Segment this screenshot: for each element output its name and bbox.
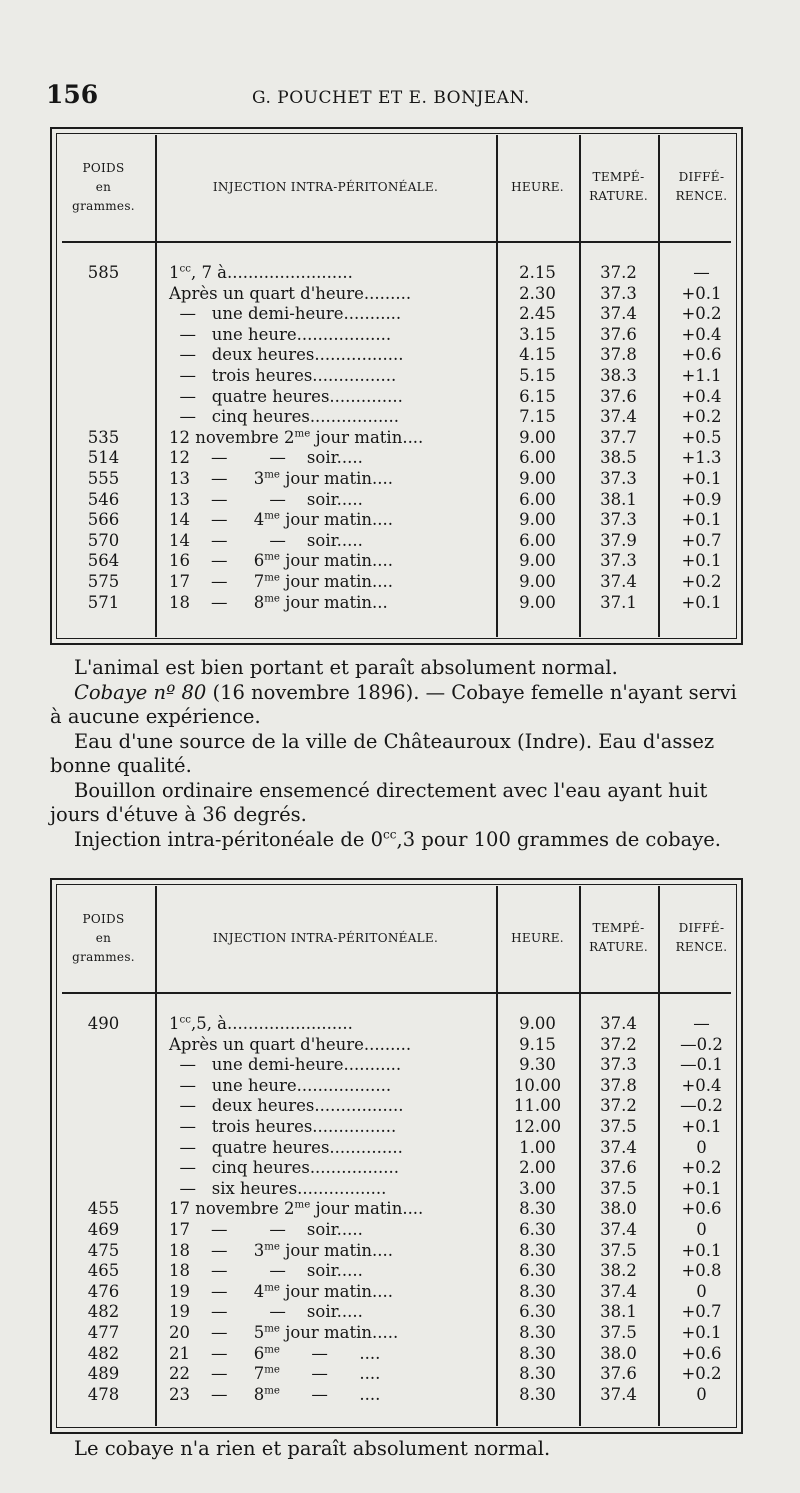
cell-temperature: 37.4 <box>600 1137 637 1157</box>
cell-heure: 9.30 <box>519 1055 556 1075</box>
cell-poids: 555 <box>87 469 120 488</box>
cell-difference: +0.2 <box>681 1158 722 1178</box>
cell-difference: +0.1 <box>681 1240 722 1260</box>
observation-table-2 <box>50 878 743 1434</box>
observation-table-1 <box>50 127 743 645</box>
cell-heure: 6.15 <box>519 386 556 406</box>
cell-temperature: 37.6 <box>600 324 637 344</box>
cell-heure: 10.00 <box>513 1075 562 1095</box>
cell-temperature: 38.5 <box>600 448 637 468</box>
cell-heure: 9.00 <box>519 551 556 571</box>
cell-injection: — deux heures................. <box>169 1096 404 1116</box>
cell-injection: 17 — $7^{me}$ jour matin.... <box>169 572 394 591</box>
cell-heure: 9.00 <box>519 1014 556 1033</box>
cell-injection: 18 — — soir..... <box>169 1261 363 1281</box>
cell-poids: 585 <box>87 263 120 282</box>
cell-poids: 570 <box>87 530 120 550</box>
header-difference: DIFFÉ- RENCE. <box>675 921 728 954</box>
cell-injection: 13 — — soir..... <box>169 489 363 509</box>
cell-injection: — une demi-heure........... <box>169 304 402 324</box>
cell-poids: 482 <box>87 1302 120 1322</box>
cell-heure: 8.30 <box>519 1343 556 1363</box>
header-poids: POIDS en grammes. <box>72 912 135 964</box>
cell-injection: — deux heures................. <box>169 345 404 365</box>
cell-injection: $1^{cc},5$, à........................ <box>169 1014 353 1033</box>
cell-difference: +0.5 <box>681 427 722 447</box>
cell-poids: 477 <box>87 1323 120 1342</box>
page-number: 156 <box>46 80 99 109</box>
cell-poids: 566 <box>87 510 120 530</box>
cell-injection: — une demi-heure........... <box>169 1055 402 1075</box>
cell-temperature: 37.8 <box>600 345 637 365</box>
cell-injection: 18 — $8^{me}$ jour matin... <box>169 592 388 612</box>
cell-injection: 20 — $5^{me}$ jour matin..... <box>169 1323 399 1342</box>
cell-temperature: 38.1 <box>600 1302 637 1322</box>
cell-injection: 14 — — soir..... <box>169 530 363 550</box>
cell-injection: 21 — $6^{me}$ — .... <box>169 1343 381 1363</box>
cell-heure: 5.15 <box>519 366 556 385</box>
cell-heure: 6.00 <box>519 489 556 509</box>
cell-heure: 6.30 <box>519 1302 556 1322</box>
cell-temperature: 37.9 <box>600 530 637 550</box>
cell-poids: 546 <box>87 489 120 509</box>
cell-heure: 9.00 <box>519 510 556 530</box>
running-header: G. POUCHET ET E. BONJEAN. <box>252 88 530 108</box>
cell-temperature: 37.1 <box>600 592 637 612</box>
column-divider <box>155 135 157 637</box>
cell-difference: +0.1 <box>681 1117 722 1136</box>
cell-difference: +0.2 <box>681 572 722 591</box>
cell-difference: +0.1 <box>681 592 722 612</box>
cell-heure: 2.15 <box>519 263 556 282</box>
cell-poids: 571 <box>87 592 120 612</box>
cell-difference: +0.1 <box>681 1178 722 1198</box>
cell-injection: 18 — $3^{me}$ jour matin.... <box>169 1240 394 1260</box>
cell-difference: +0.4 <box>681 1075 722 1095</box>
cell-heure: 2.30 <box>519 283 556 303</box>
cell-difference: +0.2 <box>681 1364 722 1384</box>
cell-temperature: 37.2 <box>600 263 637 282</box>
cell-temperature: 37.2 <box>600 1034 637 1054</box>
cell-temperature: 37.3 <box>600 551 637 571</box>
cell-injection: — une heure.................. <box>169 1075 392 1095</box>
cell-temperature: 37.4 <box>600 407 637 427</box>
header-rule <box>62 992 731 994</box>
cell-injection: — quatre heures.............. <box>169 386 403 406</box>
cell-poids: 564 <box>87 551 120 571</box>
cell-heure: 2.45 <box>519 304 556 324</box>
cell-difference: — <box>693 263 710 282</box>
cell-injection: $1^{cc}$, 7 à........................ <box>169 263 353 282</box>
cell-injection: 19 — $4^{me}$ jour matin.... <box>169 1281 394 1301</box>
cell-injection: — trois heures................ <box>169 1117 397 1136</box>
column-divider <box>155 886 157 1426</box>
cell-temperature: 37.4 <box>600 1281 637 1301</box>
cobaye-number: Cobaye nº 80 <box>74 680 207 704</box>
cell-injection: — une heure.................. <box>169 324 392 344</box>
cell-injection: 17 novembre $2^{me}$ jour matin.... <box>169 1199 424 1219</box>
cell-difference: +0.6 <box>681 1343 722 1363</box>
cell-difference: +1.3 <box>681 448 722 468</box>
text-block <box>50 656 750 852</box>
cell-heure: 9.00 <box>519 427 556 447</box>
header-difference: DIFFÉ- RENCE. <box>675 170 728 203</box>
cell-temperature: 37.5 <box>600 1178 637 1198</box>
paragraph-closing: Le cobaye n'a rien et paraît absolument normal. <box>74 1437 551 1460</box>
cell-difference: +0.7 <box>681 1302 722 1322</box>
cell-temperature: 37.2 <box>600 1096 637 1116</box>
cell-injection: Après un quart d'heure......... <box>169 283 412 303</box>
cell-heure: 2.00 <box>519 1158 556 1178</box>
header-temperature: TEMPÉ- RATURE. <box>589 170 648 203</box>
cell-temperature: 37.3 <box>600 283 637 303</box>
cell-poids: 475 <box>87 1240 120 1260</box>
cell-heure: 3.00 <box>519 1178 556 1198</box>
cell-heure: 8.30 <box>519 1384 556 1404</box>
cell-difference: —0.2 <box>680 1034 723 1054</box>
header-poids: POIDS en grammes. <box>72 161 135 213</box>
cell-heure: 8.30 <box>519 1364 556 1384</box>
cell-difference: —0.1 <box>680 1055 723 1075</box>
cell-heure: 8.30 <box>519 1323 556 1342</box>
cell-difference: —0.2 <box>680 1096 723 1116</box>
cell-injection: Après un quart d'heure......... <box>169 1034 412 1054</box>
cell-difference: +0.7 <box>681 530 722 550</box>
cell-temperature: 38.0 <box>600 1199 637 1219</box>
cell-temperature: 37.5 <box>600 1117 637 1136</box>
cell-temperature: 37.4 <box>600 572 637 591</box>
cell-difference: +0.6 <box>681 345 722 365</box>
paragraph-eau-source: Eau d'une source de la ville de Châteauroux (Indre). Eau d'assez bonne qualité. <box>50 729 715 777</box>
cell-poids: 489 <box>87 1364 120 1384</box>
cell-temperature: 37.5 <box>600 1240 637 1260</box>
cell-difference: +0.9 <box>681 489 722 509</box>
cell-injection: — six heures................. <box>169 1178 387 1198</box>
paragraph-bouillon: Bouillon ordinaire ensemencé directement avec l'eau ayant huit jours d'étuve à 36 degrés. <box>50 778 708 826</box>
cell-difference: +0.4 <box>681 386 722 406</box>
cell-difference: 0 <box>696 1220 707 1239</box>
header-rule <box>62 241 731 243</box>
cell-heure: 4.15 <box>519 345 556 365</box>
cell-difference: +0.1 <box>681 469 722 488</box>
cell-poids: 514 <box>87 448 120 468</box>
cell-injection: — quatre heures.............. <box>169 1137 403 1157</box>
cell-difference: +0.1 <box>681 551 722 571</box>
cell-temperature: 38.1 <box>600 489 637 509</box>
cell-difference: +0.1 <box>681 1323 722 1342</box>
header-injection: INJECTION INTRA-PÉRITONÉALE. <box>212 180 439 194</box>
cell-heure: 6.30 <box>519 1220 556 1239</box>
cell-temperature: 37.6 <box>600 1364 637 1384</box>
header-temperature: TEMPÉ- RATURE. <box>589 921 648 954</box>
cell-temperature: 37.4 <box>600 1220 637 1239</box>
cell-injection: 14 — $4^{me}$ jour matin.... <box>169 510 394 530</box>
cell-temperature: 37.3 <box>600 510 637 530</box>
cell-poids: 476 <box>87 1281 120 1301</box>
cell-poids: 575 <box>87 572 120 591</box>
closing-text <box>50 1437 750 1462</box>
cell-injection: 17 — — soir..... <box>169 1220 363 1239</box>
cell-heure: 3.15 <box>519 324 556 344</box>
cell-poids: 482 <box>87 1343 120 1363</box>
cell-temperature: 37.3 <box>600 1055 637 1075</box>
cell-injection: 12 — — soir..... <box>169 448 363 468</box>
cell-heure: 6.00 <box>519 530 556 550</box>
cell-poids: 455 <box>87 1199 120 1219</box>
cell-difference: +0.8 <box>681 1261 722 1281</box>
cell-heure: 8.30 <box>519 1199 556 1219</box>
cell-heure: 9.00 <box>519 592 556 612</box>
paragraph-injection: Injection intra-péritonéale de $0^{cc},3$ pour 100 grammes de cobaye. <box>74 827 721 851</box>
cell-difference: 0 <box>696 1137 707 1157</box>
cell-heure: 7.15 <box>519 407 556 427</box>
cell-temperature: 37.5 <box>600 1323 637 1342</box>
cell-heure: 9.15 <box>519 1034 556 1054</box>
cell-injection: — trois heures................ <box>169 366 397 385</box>
cobaye-description: (16 novembre 1896). — Cobaye femelle n'ayant servi à aucune expérience. <box>50 680 737 728</box>
cell-temperature: 37.6 <box>600 1158 637 1178</box>
cell-injection: 13 — $3^{me}$ jour matin.... <box>169 469 394 488</box>
cell-injection: 22 — $7^{me}$ — .... <box>169 1364 381 1384</box>
cell-temperature: 38.3 <box>600 366 637 385</box>
cell-injection: 19 — — soir..... <box>169 1302 363 1322</box>
cell-poids: 490 <box>87 1014 120 1033</box>
cell-difference: +1.1 <box>681 366 722 385</box>
cell-injection: 12 novembre $2^{me}$ jour matin.... <box>169 427 424 447</box>
header-heure: HEURE. <box>511 180 564 194</box>
cell-temperature: 37.8 <box>600 1075 637 1095</box>
cell-heure: 1.00 <box>519 1137 556 1157</box>
cell-heure: 6.00 <box>519 448 556 468</box>
cell-heure: 8.30 <box>519 1240 556 1260</box>
cell-poids: 465 <box>87 1261 120 1281</box>
cell-difference: +0.1 <box>681 283 722 303</box>
cell-difference: 0 <box>696 1384 707 1404</box>
cell-injection: 16 — $6^{me}$ jour matin.... <box>169 551 394 571</box>
cell-temperature: 37.6 <box>600 386 637 406</box>
cell-poids: 469 <box>87 1220 120 1239</box>
cell-temperature: 37.4 <box>600 1384 637 1404</box>
cell-poids: 478 <box>87 1384 120 1404</box>
cell-difference: +0.4 <box>681 324 722 344</box>
cell-temperature: 37.3 <box>600 469 637 488</box>
cell-injection: — cinq heures................. <box>169 1158 399 1178</box>
paragraph-cobaye-80 <box>50 681 750 730</box>
cell-temperature: 37.4 <box>600 304 637 324</box>
cell-heure: 6.30 <box>519 1261 556 1281</box>
cell-injection: 23 — $8^{me}$ — .... <box>169 1384 381 1404</box>
cell-heure: 9.00 <box>519 572 556 591</box>
cell-poids: 535 <box>87 427 120 447</box>
cell-difference: +0.2 <box>681 407 722 427</box>
cell-temperature: 38.2 <box>600 1261 637 1281</box>
cell-temperature: 37.4 <box>600 1014 637 1033</box>
cell-difference: +0.2 <box>681 304 722 324</box>
cell-heure: 9.00 <box>519 469 556 488</box>
cell-temperature: 37.7 <box>600 427 637 447</box>
cell-difference: +0.1 <box>681 510 722 530</box>
cell-heure: 8.30 <box>519 1281 556 1301</box>
cell-difference: — <box>693 1014 710 1033</box>
cell-heure: 11.00 <box>513 1096 562 1116</box>
paragraph-animal-normal: L'animal est bien portant et paraît absolument normal. <box>74 656 618 679</box>
cell-difference: 0 <box>696 1281 707 1301</box>
cell-injection: — cinq heures................. <box>169 407 399 427</box>
header-injection: INJECTION INTRA-PÉRITONÉALE. <box>212 931 439 945</box>
cell-difference: +0.6 <box>681 1199 722 1219</box>
cell-temperature: 38.0 <box>600 1343 637 1363</box>
cell-heure: 12.00 <box>513 1117 562 1136</box>
header-heure: HEURE. <box>511 931 564 945</box>
